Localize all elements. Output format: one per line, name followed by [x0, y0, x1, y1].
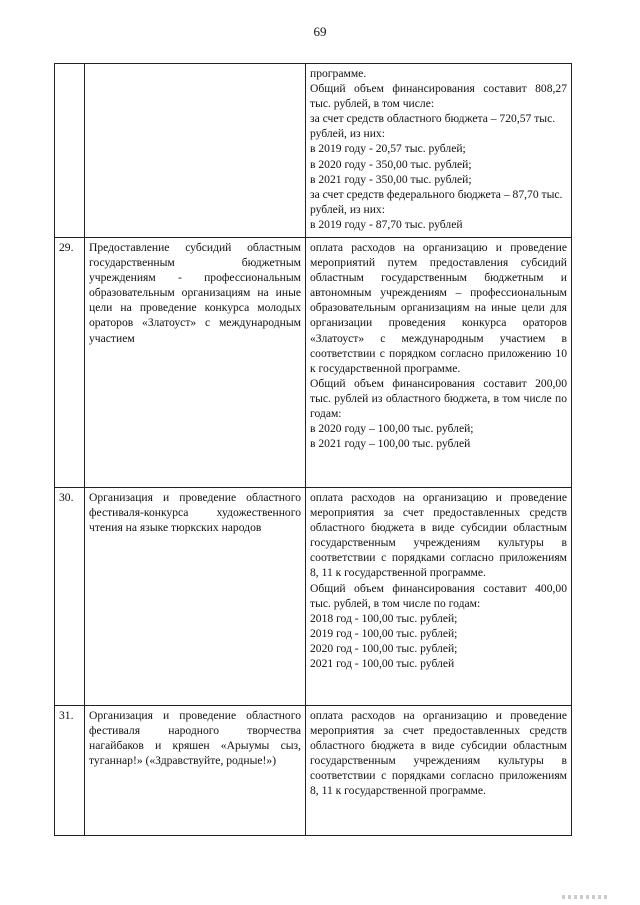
scan-artifact — [562, 895, 610, 899]
page-number: 69 — [313, 24, 327, 39]
program-measures-table — [54, 63, 572, 836]
table-row — [55, 706, 572, 836]
description-line: в 2021 году - 350,00 тыс. рублей; — [310, 172, 472, 186]
measure-name: Организация и проведение областного фестиваля-конкурса художественного чтения на языке тюркских народов — [85, 488, 306, 706]
description-paragraph: оплата расходов на организацию и проведение мероприятия за счет предоставленных средств областного бюджета в виде субсидии областным государственным учреждениям культуры в соответствии с порядками согласно приложениям 8, 11 к государственной программе. — [310, 491, 567, 580]
description-line: в 2020 году - 350,00 тыс. рублей; — [310, 157, 472, 171]
description-line: за счет средств федерального бюджета – 87,70 тыс. рублей, из них: — [310, 187, 563, 216]
table-body — [55, 64, 572, 836]
row-number — [55, 64, 85, 238]
measure-name: Предоставление субсидий областным государственным бюджетным учреждениям - профессиональным образовательным организациям на иные цели на проведение конкурса молодых ораторов «Златоуст» с международным участием — [85, 238, 306, 488]
description-line: в 2019 году - 87,70 тыс. рублей — [310, 217, 463, 231]
table-row — [55, 488, 572, 706]
description-line: в 2019 году - 20,57 тыс. рублей; — [310, 142, 466, 156]
description-line: 2021 год - 100,00 тыс. рублей — [310, 657, 455, 671]
description-line: 2019 год - 100,00 тыс. рублей; — [310, 626, 458, 640]
description-line: за счет средств областного бюджета – 720,57 тыс. рублей, из них: — [310, 112, 556, 141]
row-number: 31. — [55, 706, 85, 836]
table-row — [55, 64, 572, 238]
measure-description — [306, 488, 572, 706]
measure-description — [306, 64, 572, 238]
measure-description — [306, 238, 572, 488]
row-number: 30. — [55, 488, 85, 706]
description-paragraph: Общий объем финансирования составит 200,00 тыс. рублей из областного бюджета, в том числе по годам: — [310, 376, 567, 421]
description-paragraph: программе. — [310, 67, 367, 80]
description-paragraph: Общий объем финансирования составит 808,27 тыс. рублей, в том числе: — [310, 82, 567, 111]
description-paragraph: оплата расходов на организацию и проведение мероприятий путем предоставления субсидий областным государственным бюджетным и автономным учреждениям – профессиональным образовательным организациям на иные цели для организации проведения конкурса ораторов «Златоуст» с международным участием в соответствии с порядком согласно приложению 10 к государственной программе. — [310, 241, 567, 375]
measure-name — [85, 64, 306, 238]
row-number: 29. — [55, 238, 85, 488]
description-paragraph: оплата расходов на организацию и проведение мероприятия за счет предоставленных средств областного бюджета в виде субсидии областным государственным учреждениям культуры в соответствии с порядками согласно приложениям 8, 11 к государственной программе. — [310, 709, 567, 798]
description-paragraph: Общий объем финансирования составит 400,00 тыс. рублей, в том числе по годам: — [310, 581, 567, 610]
description-line: 2020 год - 100,00 тыс. рублей; — [310, 641, 458, 655]
description-line: в 2021 году – 100,00 тыс. рублей — [310, 437, 471, 451]
measure-description — [306, 706, 572, 836]
description-line: в 2020 году – 100,00 тыс. рублей; — [310, 422, 474, 436]
table-row — [55, 238, 572, 488]
description-line: 2018 год - 100,00 тыс. рублей; — [310, 611, 458, 625]
measure-name: Организация и проведение областного фестиваля народного творчества нагайбаков и кряшен «Арыумы сыз, туганнар!» («Здравствуйте, родные!») — [85, 706, 306, 836]
